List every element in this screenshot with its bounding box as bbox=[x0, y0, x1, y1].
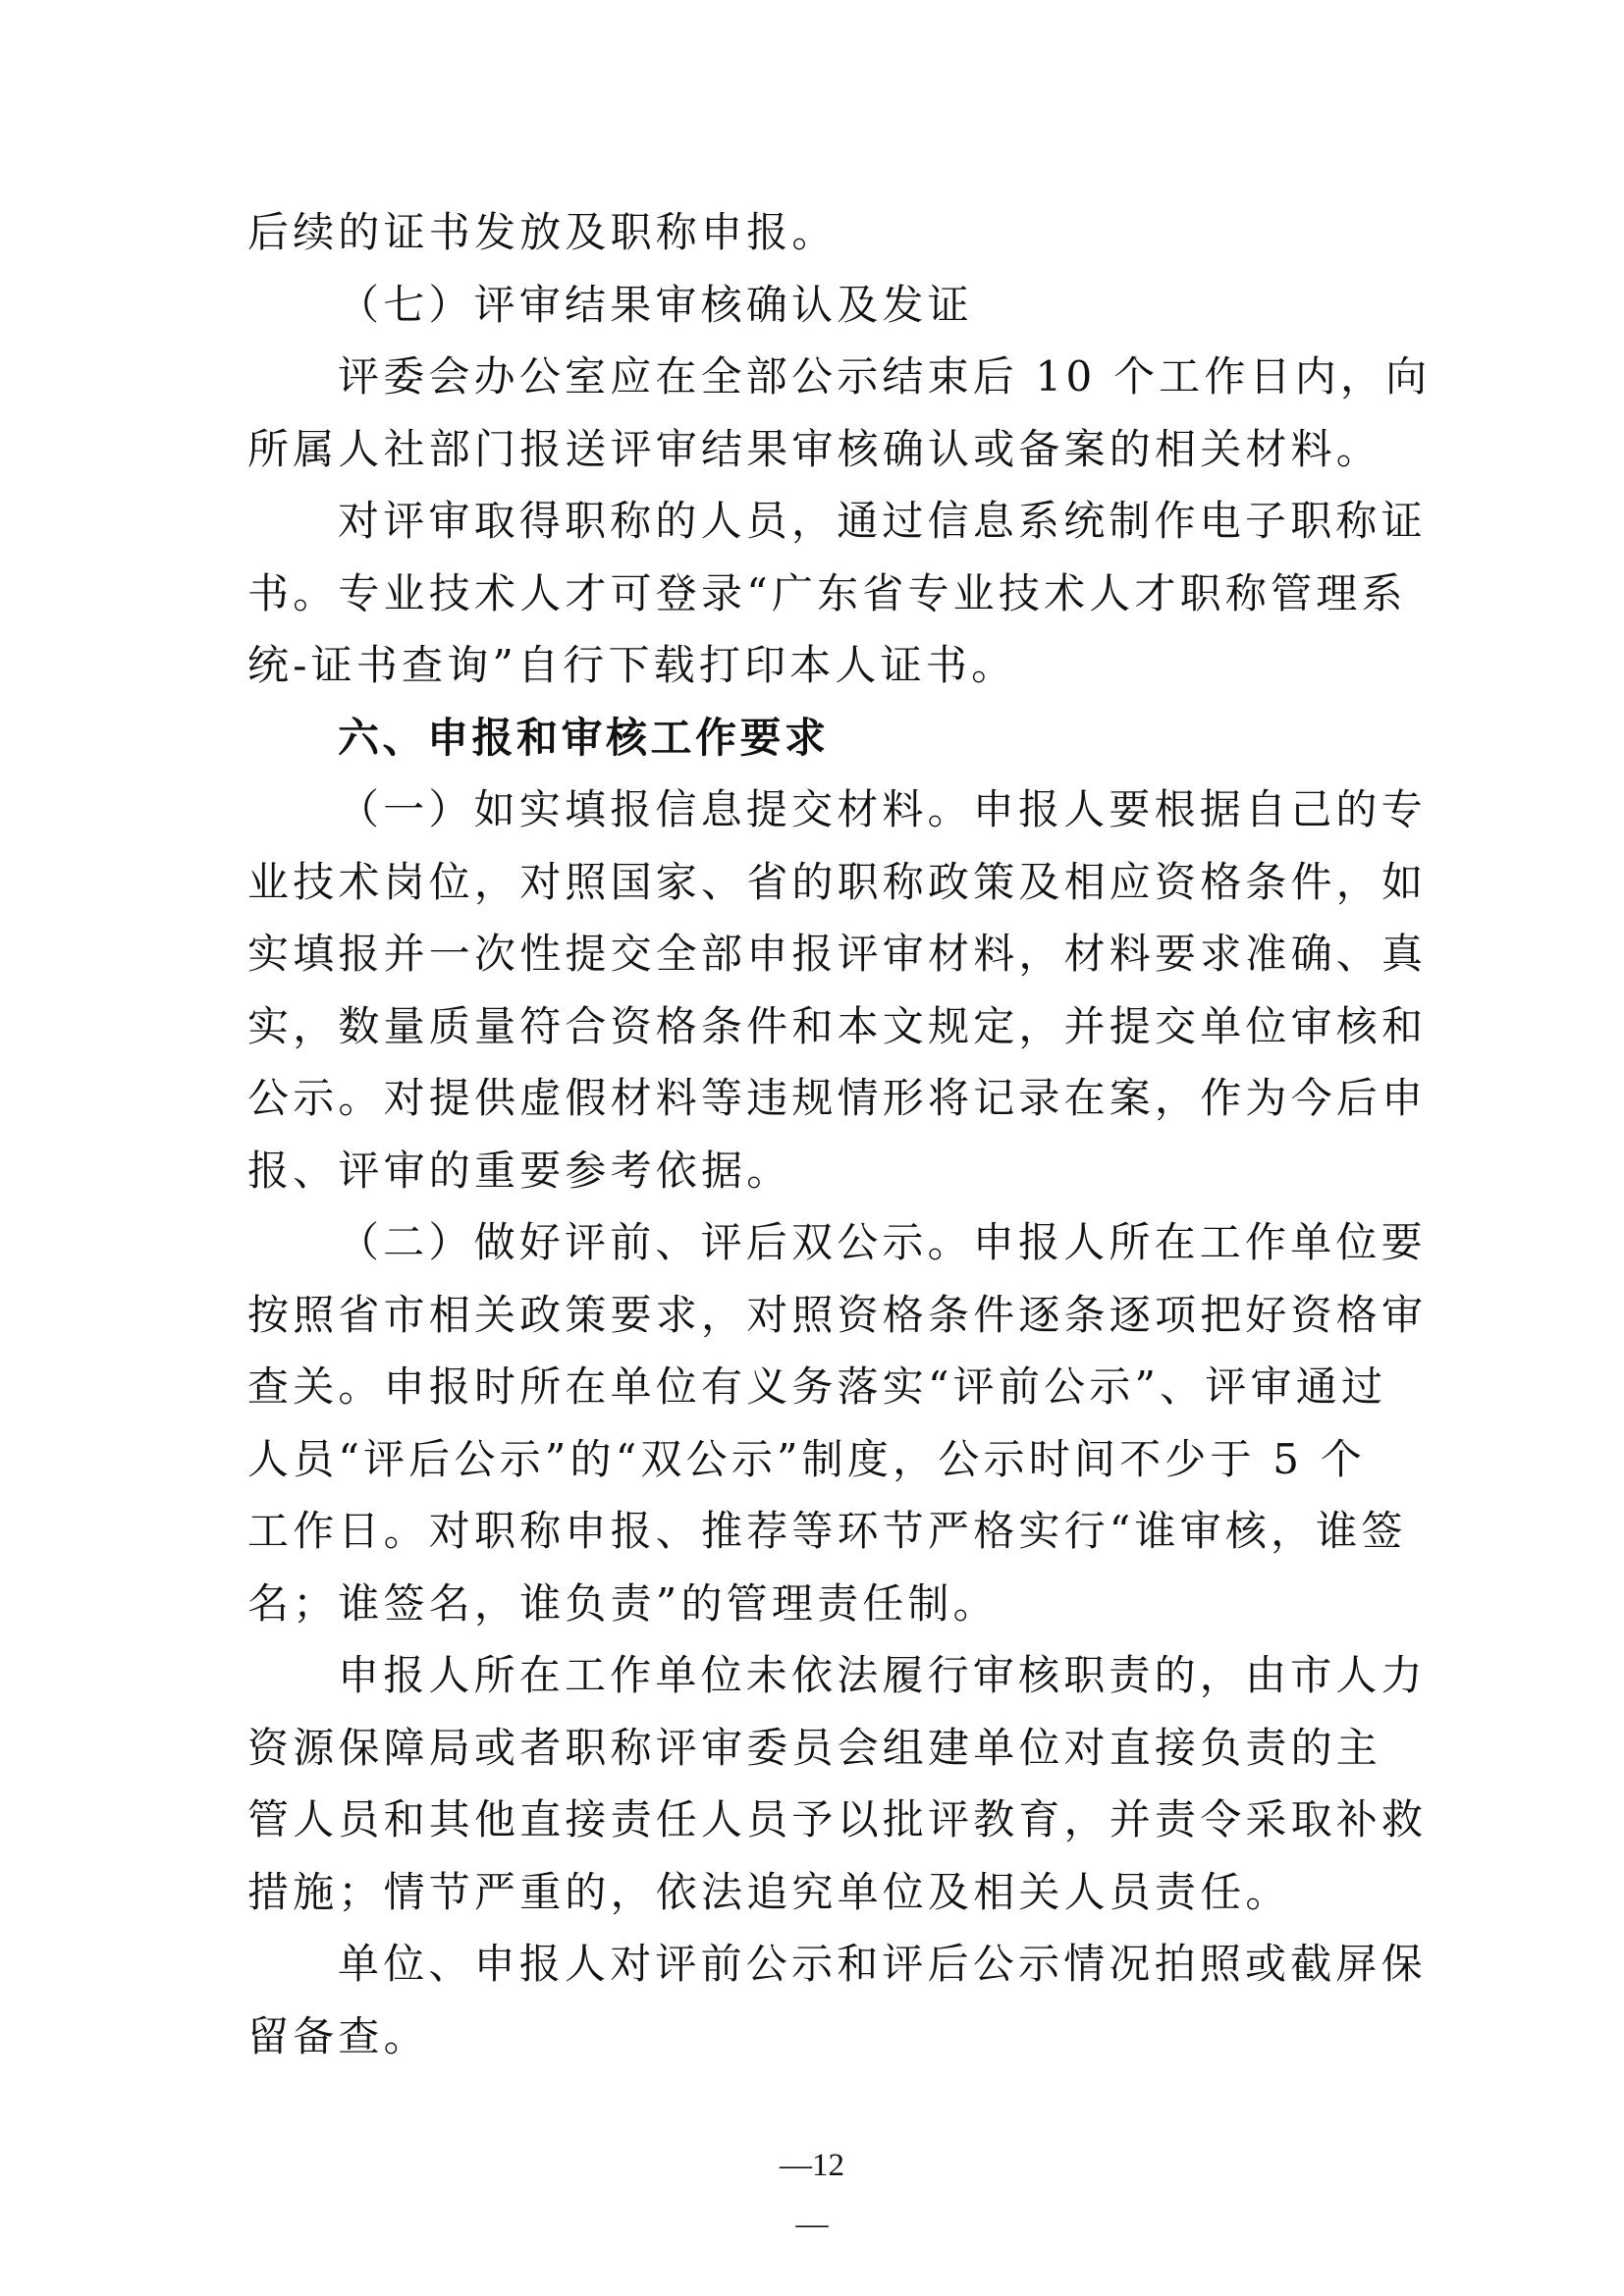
text-line: 人员“评后公示”的“双公示”制度，公示时间不少于 5 个 bbox=[247, 1434, 1366, 1483]
text-line: 书。专业技术人才可登录“广东省专业技术人才职称管理系 bbox=[247, 568, 1407, 617]
text-line: （一）如实填报信息提交材料。申报人要根据自己的专 bbox=[338, 785, 1427, 833]
section-heading: 六、申报和审核工作要求 bbox=[338, 713, 830, 762]
text-line: 统-证书查询”自行下载打印本人证书。 bbox=[247, 641, 1017, 689]
page-number: —12 bbox=[780, 2148, 844, 2183]
text-line: （七）评审结果审核确认及发证 bbox=[338, 280, 973, 329]
document-body bbox=[247, 196, 1432, 2072]
text-line: （二）做好评前、评后双公示。申报人所在工作单位要 bbox=[338, 1218, 1427, 1266]
text-line: 评委会办公室应在全部公示结束后 10 个工作日内，向 bbox=[338, 352, 1432, 400]
text-line: 名；谁签名，谁负责”的管理责任制。 bbox=[247, 1578, 999, 1628]
text-line: 后续的证书发放及职称申报。 bbox=[247, 208, 838, 256]
text-line: 工作日。对职称申报、推荐等环节严格实行“谁审核，谁签 bbox=[247, 1507, 1407, 1555]
text-line: 所属人社部门报送评审结果审核确认或备案的相关材料。 bbox=[247, 424, 1382, 473]
text-line: 查关。申报时所在单位有义务落实“评前公示”、评审通过 bbox=[247, 1362, 1387, 1411]
text-line: 申报人所在工作单位未依法履行审核职责的，由市人力 bbox=[338, 1651, 1427, 1699]
text-line: 措施；情节严重的，依法追究单位及相关人员责任。 bbox=[247, 1867, 1291, 1916]
text-line: 实，数量质量符合资格条件和本文规定，并提交单位审核和 bbox=[247, 1001, 1428, 1050]
text-line: 对评审取得职称的人员，通过信息系统制作电子职称证 bbox=[338, 497, 1427, 545]
page-number-dash: — bbox=[795, 2207, 829, 2242]
text-line: 按照省市相关政策要求，对照资格条件逐条逐项把好资格审 bbox=[247, 1290, 1428, 1339]
text-line: 资源保障局或者职称评审委员会组建单位对直接负责的主 bbox=[247, 1723, 1382, 1772]
text-line: 报、评审的重要参考依据。 bbox=[247, 1146, 792, 1195]
text-line: 公示。对提供虚假材料等违规情形将记录在案，作为今后申 bbox=[247, 1074, 1428, 1122]
text-line: 管人员和其他直接责任人员予以批评教育，并责令采取补救 bbox=[247, 1795, 1428, 1843]
text-line: 留备查。 bbox=[247, 2011, 429, 2060]
text-line: 业技术岗位，对照国家、省的职称政策及相应资格条件，如 bbox=[247, 857, 1428, 906]
text-line: 单位、申报人对评前公示和评后公示情况拍照或截屏保 bbox=[338, 1940, 1427, 1988]
text-line: 实填报并一次性提交全部申报评审材料，材料要求准确、真 bbox=[247, 930, 1428, 978]
